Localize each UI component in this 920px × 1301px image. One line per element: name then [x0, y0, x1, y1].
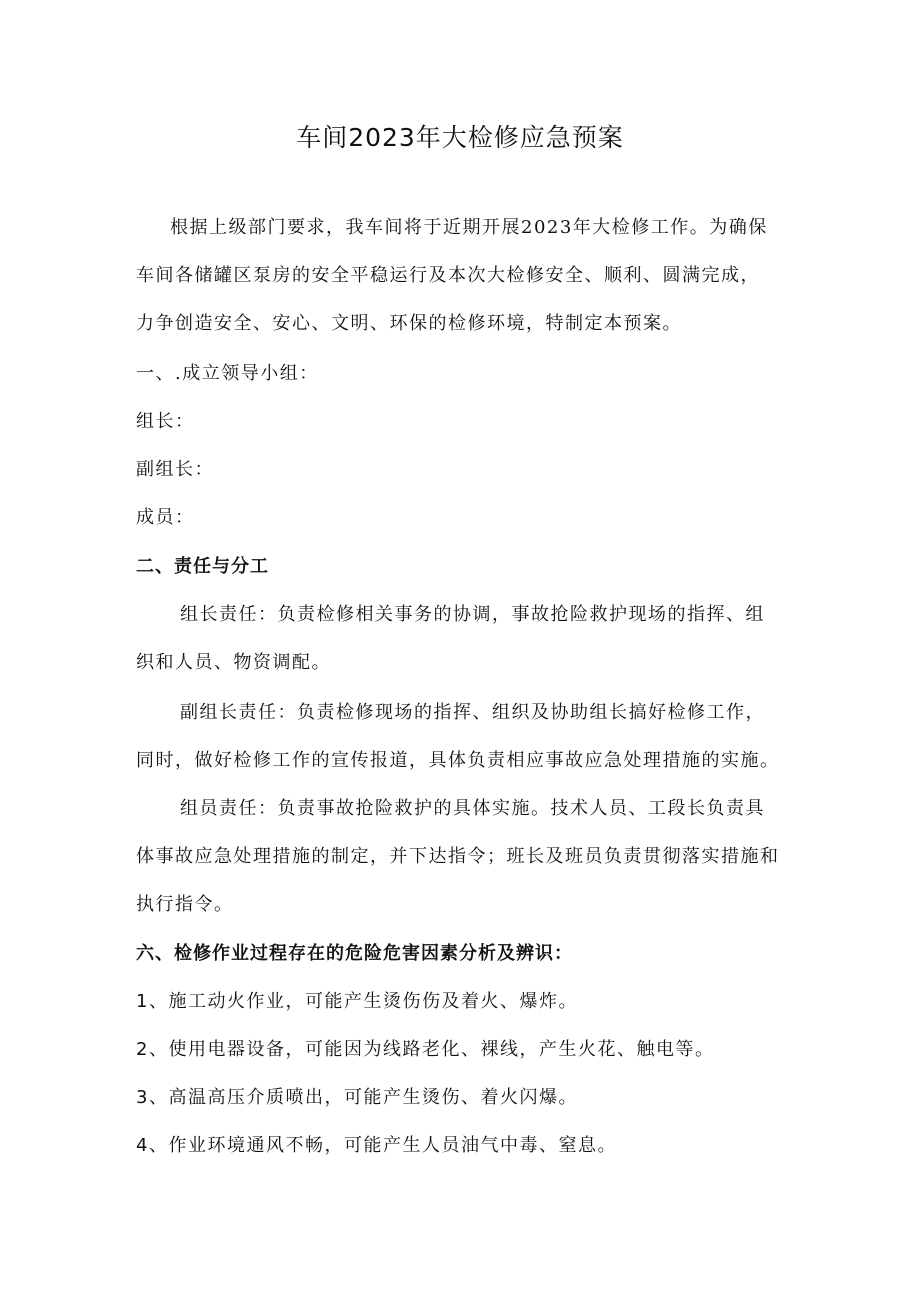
hazard-item-4	[136, 1134, 617, 1158]
deputy-leader-label: 副组长：	[136, 459, 214, 480]
hazard-item-number: 3	[136, 1087, 149, 1108]
member-duty-line-3: 执行指令。	[136, 894, 234, 915]
hazard-item-1	[136, 990, 578, 1014]
member-duty-line-2: 体事故应急处理措施的制定，并下达指令；班长及班员负责贯彻落实措施和	[136, 846, 780, 867]
section1-heading: 一、.成立领导小组：	[136, 363, 319, 384]
hazard-item-number: 4	[136, 1135, 149, 1156]
hazard-item-number: 1	[136, 991, 149, 1012]
deputy-duty-line-2: 同时，做好检修工作的宣传报道，具体负责相应事故应急处理措施的实施。	[136, 750, 780, 771]
leader-duty-line-1: 组长责任：负责检修相关事务的协调，事故抢险救护现场的指挥、组	[180, 604, 765, 625]
deputy-duty-line-1: 副组长责任：负责检修现场的指挥、组织及协助组长搞好检修工作，	[180, 702, 765, 723]
document-title: 车间2023年大检修应急预案	[296, 123, 624, 152]
leader-duty-line-2: 织和人员、物资调配。	[136, 652, 331, 673]
leader-label: 组长：	[136, 411, 195, 432]
members-label: 成员：	[136, 507, 195, 528]
hazard-item-number: 2	[136, 1039, 149, 1060]
hazard-item-text: 、施工动火作业，可能产生烫伤伤及着火、爆炸。	[148, 991, 578, 1012]
section2-heading: 二、责任与分工	[136, 556, 269, 577]
intro-line-2: 车间各储罐区泵房的安全平稳运行及本次大检修安全、顺利、圆满完成，	[136, 265, 760, 286]
hazard-item-text: 、高温高压介质喷出，可能产生烫伤、着火闪爆。	[148, 1087, 578, 1108]
hazard-item-2	[136, 1038, 714, 1062]
section6-heading: 六、检修作业过程存在的危险危害因素分析及辨识：	[136, 943, 573, 964]
member-duty-line-1: 组员责任：负责事故抢险救护的具体实施。技术人员、工段长负责具	[180, 798, 765, 819]
hazard-item-3	[136, 1086, 578, 1110]
hazard-item-text: 、使用电器设备，可能因为线路老化、裸线，产生火花、触电等。	[148, 1039, 715, 1060]
hazard-item-text: 、作业环境通风不畅，可能产生人员油气中毒、窒息。	[148, 1135, 617, 1156]
intro-line-3: 力争创造安全、安心、文明、环保的检修环境，特制定本预案。	[136, 313, 682, 334]
intro-line-1: 根据上级部门要求，我车间将于近期开展2023年大检修工作。为确保	[170, 217, 768, 238]
